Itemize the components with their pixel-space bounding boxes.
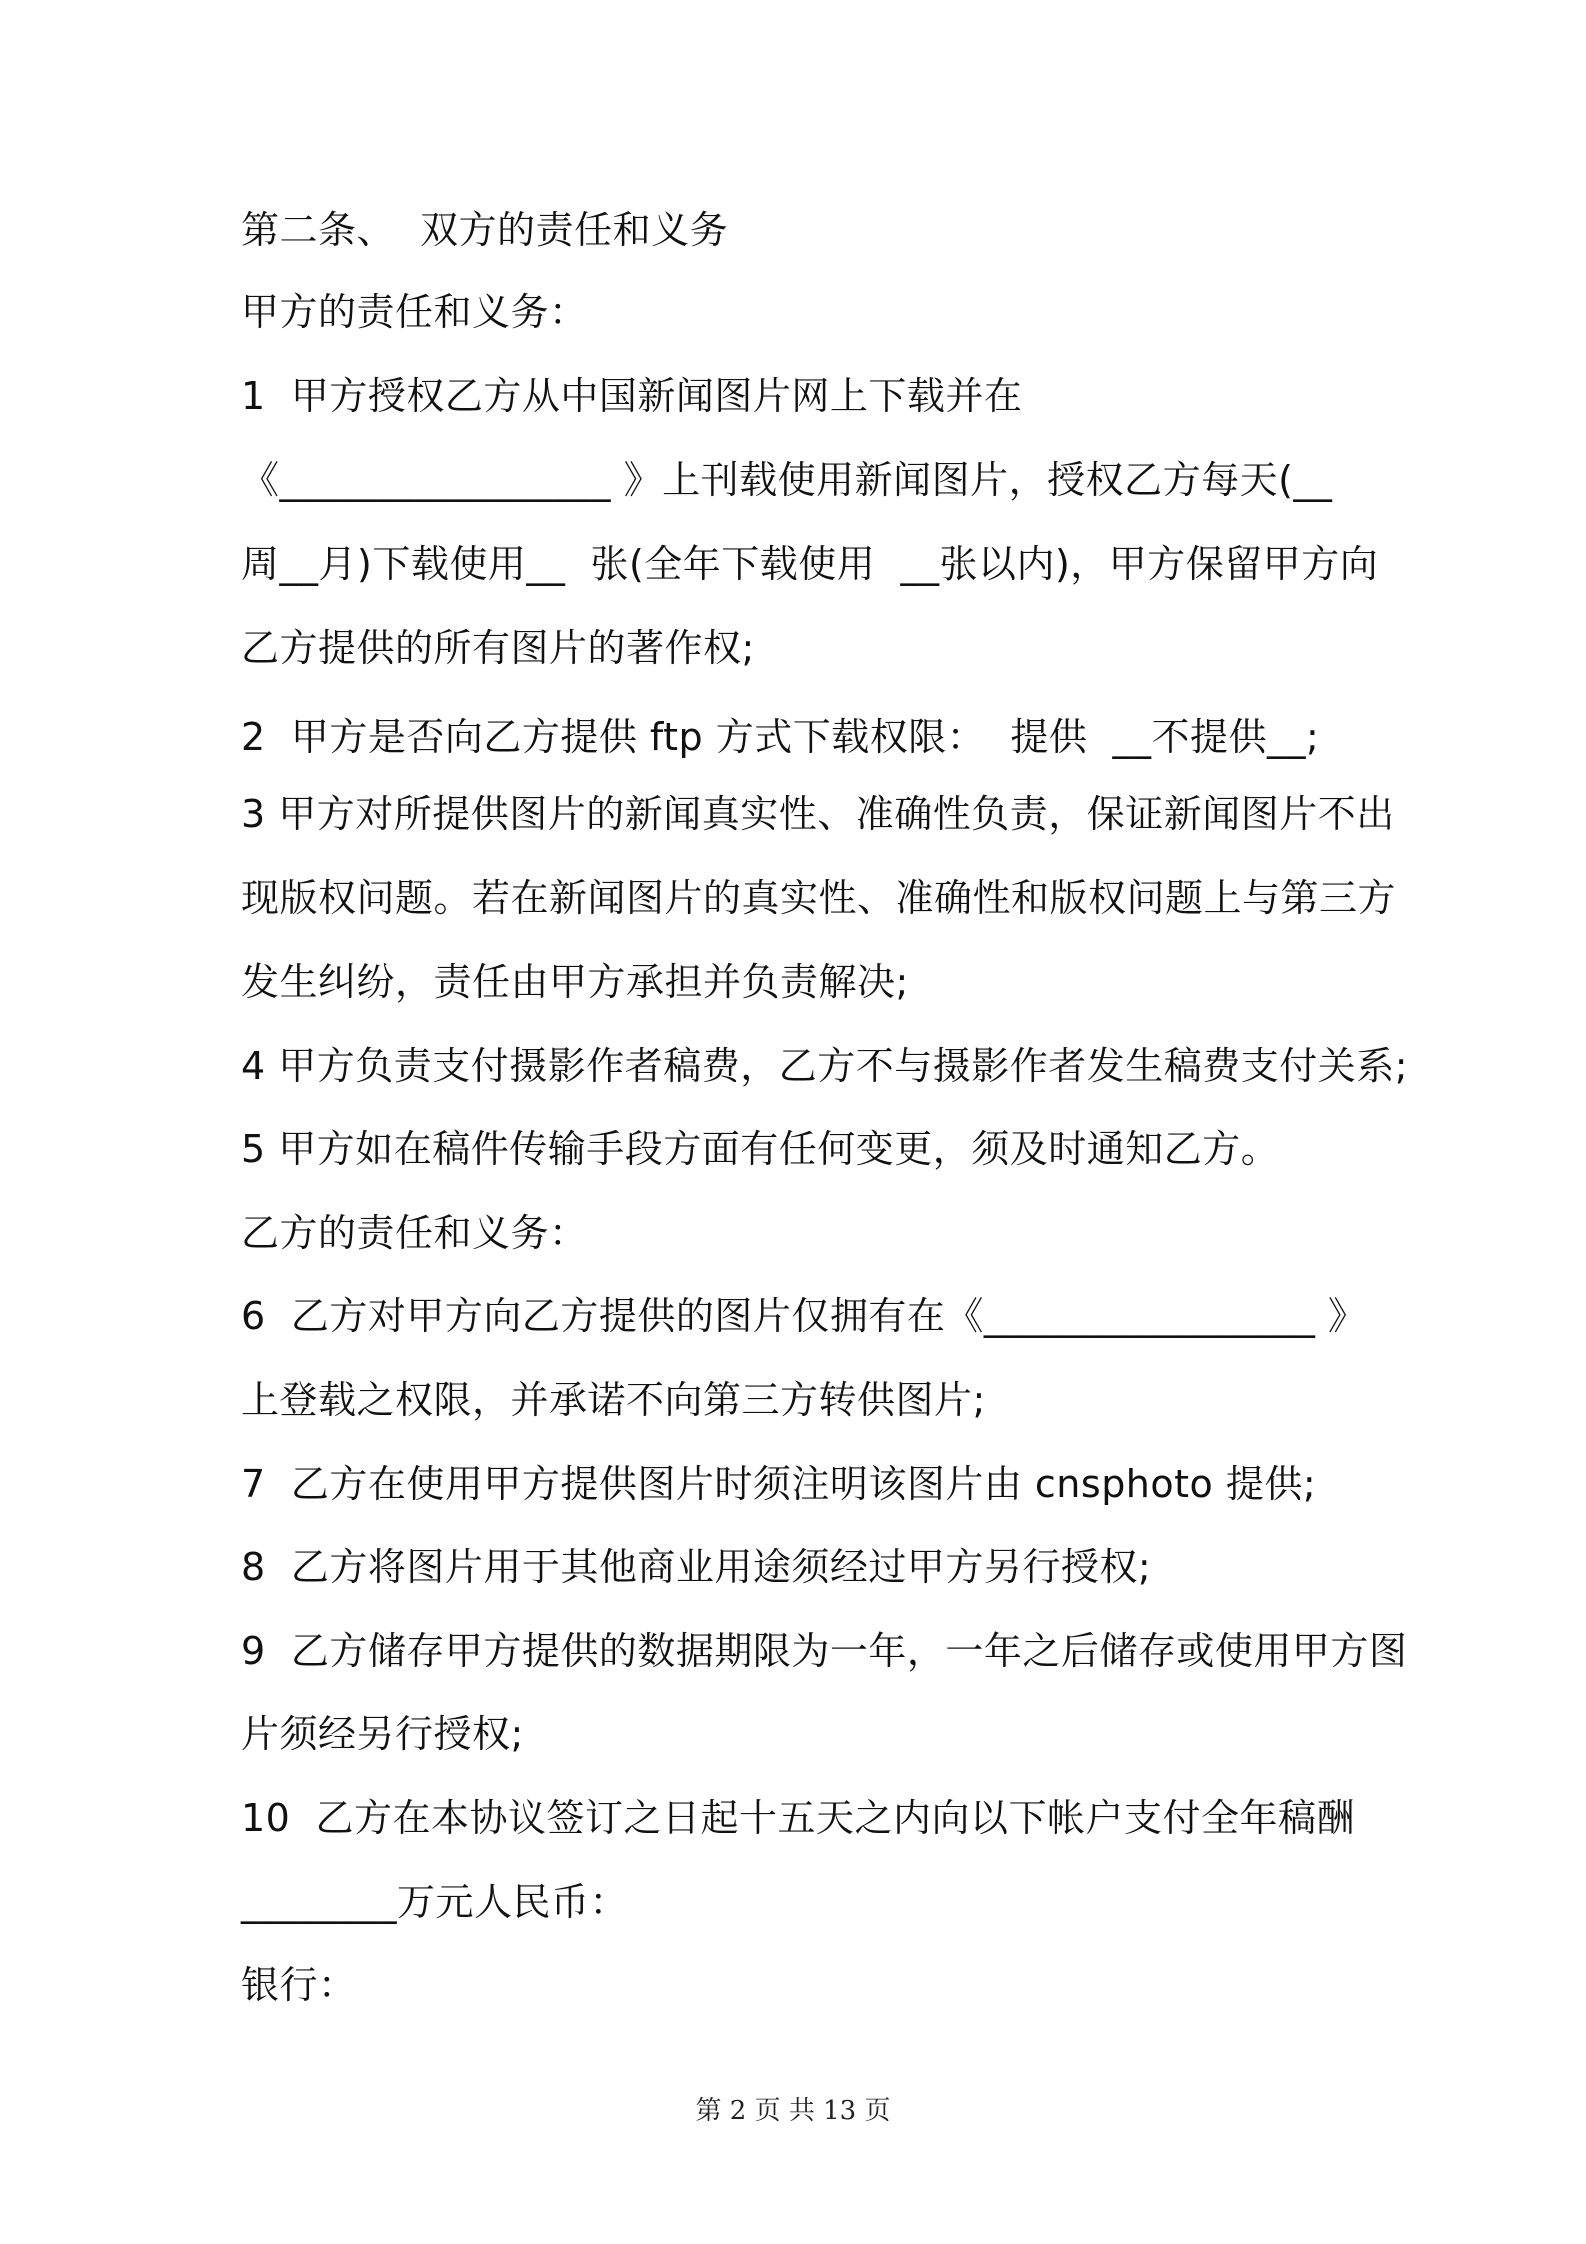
paragraph-line: ________万元人民币： xyxy=(241,1880,629,1924)
paragraph-line: 2 甲方是否向乙方提供 ftp 方式下载权限： 提供 __不提供__; xyxy=(241,715,1320,759)
paragraph-line: 6 乙方对甲方向乙方提供的图片仅拥有在《_________________ 》 xyxy=(241,1294,1367,1338)
paragraph-line: 10 乙方在本协议签订之日起十五天之内向以下帐户支付全年稿酬 xyxy=(241,1796,1356,1840)
paragraph-line: 8 乙方将图片用于其他商业用途须经过甲方另行授权; xyxy=(241,1545,1152,1589)
paragraph-line: 现版权问题。若在新闻图片的真实性、准确性和版权问题上与第三方 xyxy=(241,876,1397,920)
paragraph-line: 5 甲方如在稿件传输手段方面有任何变更，须及时通知乙方。 xyxy=(241,1127,1280,1171)
paragraph-line: 乙方提供的所有图片的著作权; xyxy=(241,626,755,670)
party-a-title: 甲方的责任和义务： xyxy=(241,290,588,334)
paragraph-line: 4 甲方负责支付摄影作者稿费，乙方不与摄影作者发生稿费支付关系; xyxy=(241,1044,1409,1088)
paragraph-line: 3 甲方对所提供图片的新闻真实性、准确性负责，保证新闻图片不出 xyxy=(241,792,1395,836)
paragraph-line: 银行： xyxy=(241,1963,357,2007)
paragraph-line: 9 乙方储存甲方提供的数据期限为一年，一年之后储存或使用甲方图 xyxy=(241,1629,1408,1673)
party-b-title: 乙方的责任和义务： xyxy=(241,1211,588,1255)
paragraph-line: 发生纠纷，责任由甲方承担并负责解决; xyxy=(241,960,909,1004)
section-heading: 第二条、 双方的责任和义务 xyxy=(241,208,729,252)
page-number-footer: 第 2 页 共 13 页 xyxy=(695,2096,891,2126)
paragraph-line: 周__月)下载使用__ 张(全年下载使用 __张以内)，甲方保留甲方向 xyxy=(241,542,1379,586)
paragraph-line: 《_________________ 》上刊载使用新闻图片，授权乙方每天(__ xyxy=(241,458,1333,502)
paragraph-line: 1 甲方授权乙方从中国新闻图片网上下载并在 xyxy=(241,374,1023,418)
paragraph-line: 片须经另行授权; xyxy=(241,1712,524,1756)
paragraph-line: 7 乙方在使用甲方提供图片时须注明该图片由 cnsphoto 提供; xyxy=(241,1462,1317,1506)
paragraph-line: 上登载之权限，并承诺不向第三方转供图片; xyxy=(241,1378,986,1422)
